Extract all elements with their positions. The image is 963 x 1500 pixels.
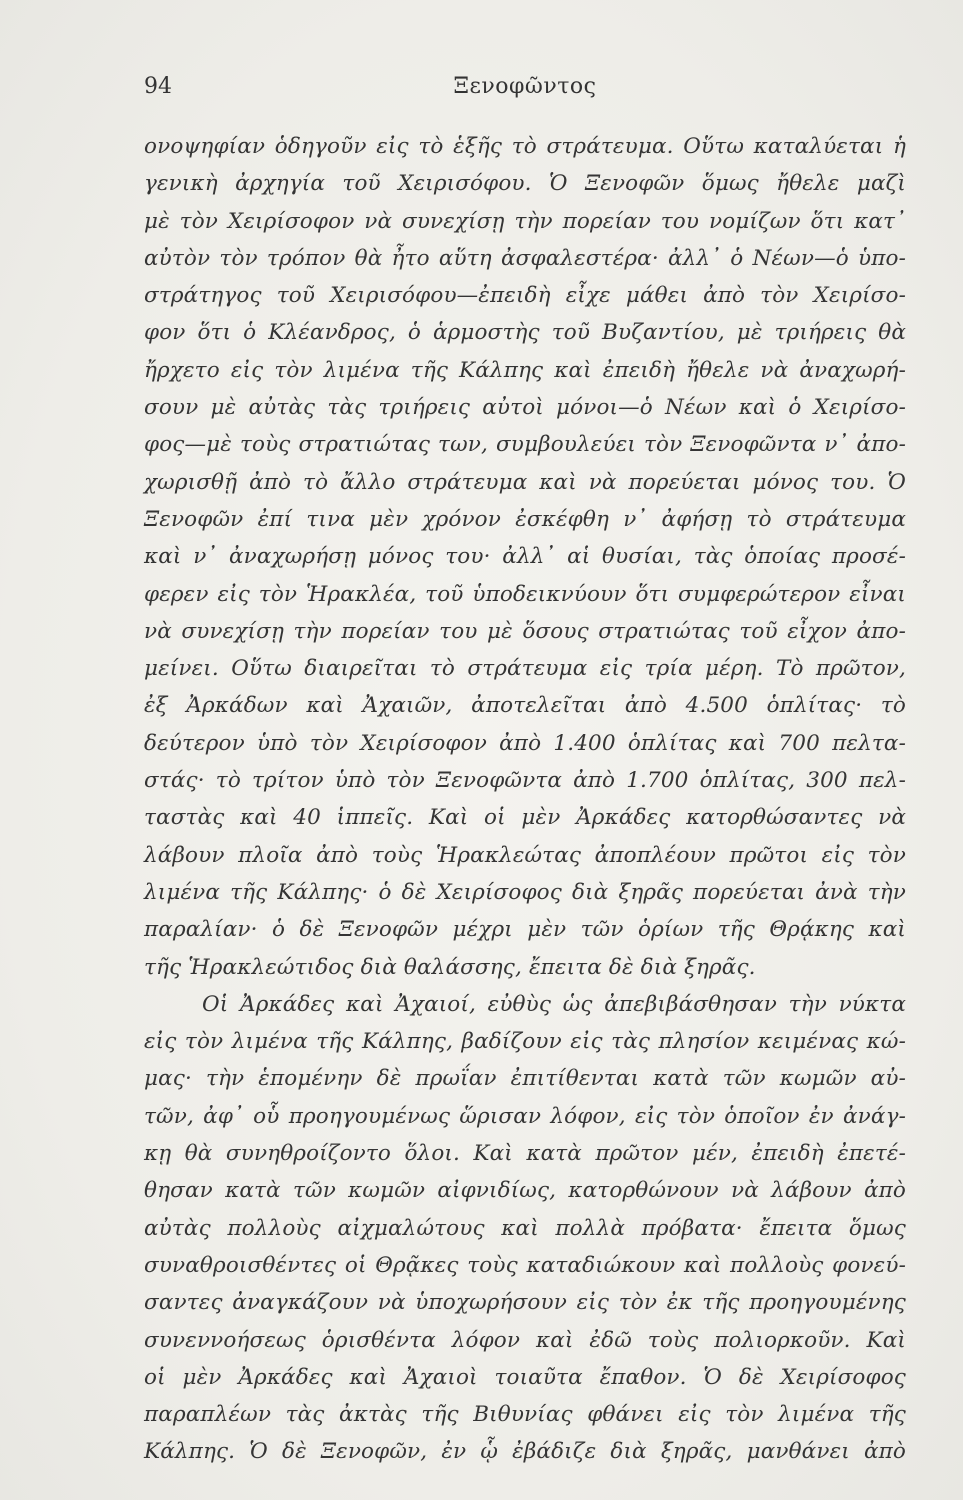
text-line: κῃ θὰ συνηθροίζοντο ὅλοι. Καὶ κατὰ πρῶτον μέν, ἐπειδὴ ἐπετέ- [144, 1141, 906, 1167]
body-text [144, 128, 906, 1471]
page-number: 94 [144, 74, 172, 99]
text-line: στάς· τὸ τρίτον ὑπὸ τὸν Ξενοφῶντα ἀπὸ 1.700 ὁπλίτας, 300 πελ- [144, 768, 906, 794]
text-line: Κάλπης. Ὁ δὲ Ξενοφῶν, ἐν ᾧ ἐβάδιζε διὰ ξηρᾶς, μανθάνει ἀπὸ [144, 1439, 906, 1465]
text-line: ἤρχετο εἰς τὸν λιμένα τῆς Κάλπης καὶ ἐπειδὴ ἤθελε νὰ ἀναχωρή- [144, 357, 906, 383]
text-line: μείνει. Οὕτω διαιρεῖται τὸ στράτευμα εἰς τρία μέρη. Τὸ πρῶτον, [144, 656, 906, 682]
text-line: δεύτερον ὑπὸ τὸν Χειρίσοφον ἀπὸ 1.400 ὁπλίτας καὶ 700 πελτα- [144, 730, 906, 756]
text-line: αὐτὰς πολλοὺς αἰχμαλώτους καὶ πολλὰ πρόβατα· ἔπειτα ὅμως [144, 1215, 906, 1241]
running-head: Ξενοφῶντος [453, 74, 597, 99]
text-line: λιμένα τῆς Κάλπης· ὁ δὲ Χειρίσοφος διὰ ξηρᾶς πορεύεται ἀνὰ τὴν [144, 879, 906, 905]
text-line: φερεν εἰς τὸν Ἡρακλέα, τοῦ ὑποδεικνύουν ὅτι συμφερώτερον εἶναι [144, 581, 906, 607]
text-line: τῶν, ἀφ᾽ οὗ προηγουμένως ὥρισαν λόφον, εἰς τὸν ὁποῖον ἐν ἀνάγ- [144, 1103, 906, 1129]
text-line: συνεννοήσεως ὁρισθέντα λόφον καὶ ἐδῶ τοὺς πολιορκοῦν. Καὶ [144, 1327, 906, 1353]
text-line: ονοψηφίαν ὁδηγοῦν εἰς τὸ ἑξῆς τὸ στράτευμα. Οὕτω καταλύεται ἡ [144, 134, 906, 159]
paragraph-1 [144, 128, 906, 986]
text-line: σουν μὲ αὐτὰς τὰς τριήρεις αὐτοὶ μόνοι—ὁ Νέων καὶ ὁ Χειρίσο- [144, 395, 906, 421]
text-line: αὐτὸν τὸν τρόπον θὰ ἦτο αὕτη ἀσφαλεστέρα· ἀλλ᾽ ὁ Νέων—ὁ ὑπο- [144, 245, 906, 271]
text-line: σαντες ἀναγκάζουν νὰ ὑποχωρήσουν εἰς τὸν ἐκ τῆς προηγουμένης [144, 1290, 906, 1316]
text-line: μας· τὴν ἑπομένην δὲ πρωΐαν ἐπιτίθενται κατὰ τῶν κωμῶν αὐ- [144, 1066, 906, 1092]
text-line: φον ὅτι ὁ Κλέανδρος, ὁ ἁρμοστὴς τοῦ Βυζαντίου, μὲ τριήρεις θὰ [144, 320, 906, 346]
text-line: χωρισθῇ ἀπὸ τὸ ἄλλο στράτευμα καὶ νὰ πορεύεται μόνος του. Ὁ [144, 469, 906, 495]
paragraph-2 [144, 986, 906, 1471]
text-line: γενικὴ ἀρχηγία τοῦ Χειρισόφου. Ὁ Ξενοφῶν ὅμως ἤθελε μαζὶ [144, 171, 906, 197]
text-line: θησαν κατὰ τῶν κωμῶν αἰφνιδίως, κατορθώνουν νὰ λάβουν ἀπὸ [144, 1178, 906, 1204]
text-line: ἐξ Ἀρκάδων καὶ Ἀχαιῶν, ἀποτελεῖται ἀπὸ 4.500 ὁπλίτας· τὸ [144, 693, 906, 719]
text-line: καὶ ν᾽ ἀναχωρήσῃ μόνος του· ἀλλ᾽ αἱ θυσίαι, τὰς ὁποίας προσέ- [144, 544, 906, 570]
text-line: Ξενοφῶν ἐπί τινα μὲν χρόνον ἐσκέφθη ν᾽ ἀφήσῃ τὸ στράτευμα [144, 506, 906, 532]
text-line: εἰς τὸν λιμένα τῆς Κάλπης, βαδίζουν εἰς τὰς πλησίον κειμένας κώ- [144, 1029, 906, 1055]
text-line: φος—μὲ τοὺς στρατιώτας των, συμβουλεύει τὸν Ξενοφῶντα ν᾽ ἀπο- [144, 432, 906, 458]
text-line: συναθροισθέντες οἱ Θρᾷκες τοὺς καταδιώκουν καὶ πολλοὺς φονεύ- [144, 1252, 906, 1278]
text-line: νὰ συνεχίσῃ τὴν πορείαν του μὲ ὅσους στρατιώτας τοῦ εἶχον ἀπο- [144, 618, 906, 644]
text-line: στράτηγος τοῦ Χειρισόφου—ἐπειδὴ εἶχε μάθει ἀπὸ τὸν Χειρίσο- [144, 283, 906, 309]
text-line: τῆς Ἡρακλεώτιδος διὰ θαλάσσης, ἔπειτα δὲ διὰ ξηρᾶς. [144, 954, 756, 980]
text-line: παραπλέων τὰς ἀκτὰς τῆς Βιθυνίας φθάνει εἰς τὸν λιμένα τῆς [144, 1402, 906, 1428]
text-line: λάβουν πλοῖα ἀπὸ τοὺς Ἡρακλεώτας ἀποπλέουν πρῶτοι εἰς τὸν [144, 842, 906, 868]
text-line: μὲ τὸν Χειρίσοφον νὰ συνεχίσῃ τὴν πορείαν του νομίζων ὅτι κατ᾽ [144, 208, 906, 234]
text-line: οἱ μὲν Ἀρκάδες καὶ Ἀχαιοὶ τοιαῦτα ἔπαθον. Ὁ δὲ Χειρίσοφος [144, 1364, 906, 1390]
text-line: παραλίαν· ὁ δὲ Ξενοφῶν μέχρι μὲν τῶν ὁρίων τῆς Θρᾴκης καὶ [144, 917, 906, 943]
page-header [140, 74, 910, 104]
text-line: ταστὰς καὶ 40 ἱππεῖς. Καὶ οἱ μὲν Ἀρκάδες κατορθώσαντες νὰ [144, 805, 906, 831]
text-line: Οἱ Ἀρκάδες καὶ Ἀχαιοί, εὐθὺς ὡς ἀπεβιβάσθησαν τὴν νύκτα [202, 991, 906, 1017]
